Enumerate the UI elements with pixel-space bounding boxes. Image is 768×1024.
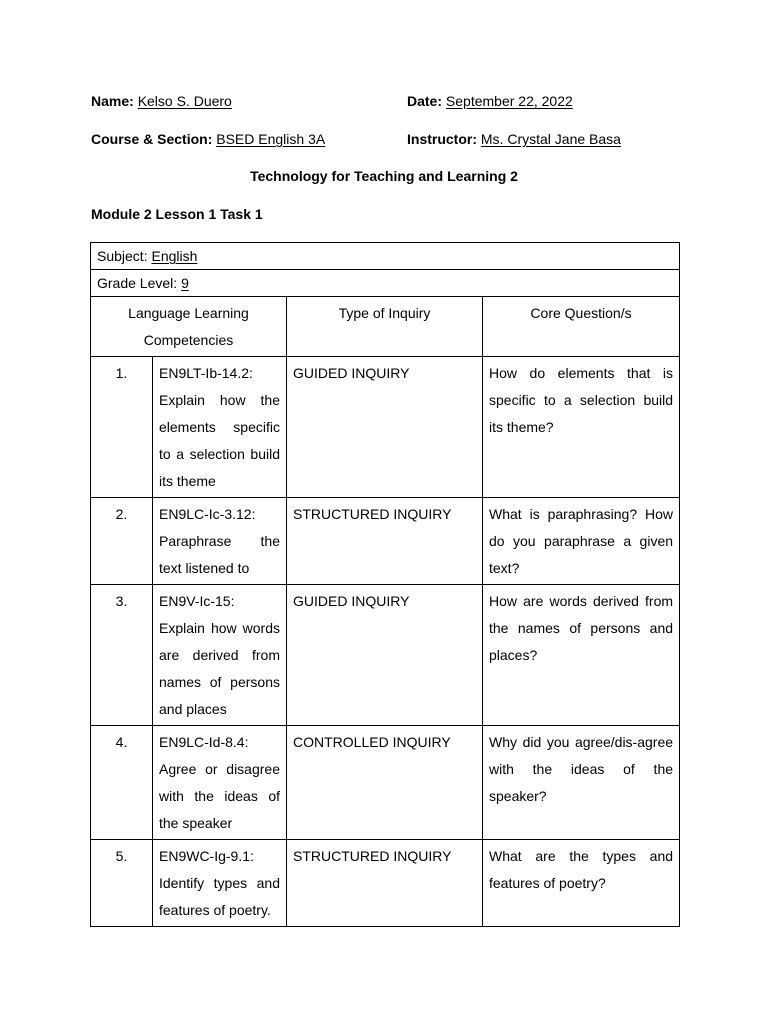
date-label: Date:	[407, 93, 443, 109]
table-row	[91, 726, 680, 840]
header-inquiry-type: Type of Inquiry	[287, 297, 483, 357]
competency-cell: EN9LC-Id-8.4: Agree or disagree with the ideas of the speaker	[153, 726, 287, 840]
module-heading: Module 2 Lesson 1 Task 1	[91, 206, 263, 222]
subject-cell	[91, 243, 680, 270]
inquiry-type-cell: STRUCTURED INQUIRY	[287, 498, 483, 585]
subject-label: Subject:	[97, 248, 148, 264]
grade-value: 9	[181, 275, 189, 291]
name-label: Name:	[91, 93, 134, 109]
instructor-value: Ms. Crystal Jane Basa	[480, 131, 621, 147]
core-question-cell: How are words derived from the names of persons and places?	[483, 585, 680, 726]
course-line	[91, 130, 325, 148]
subject-value: English	[151, 248, 198, 264]
inquiry-table	[90, 242, 680, 927]
core-question-cell: How do elements that is specific to a selection build its theme?	[483, 357, 680, 498]
header-core-questions: Core Question/s	[483, 297, 680, 357]
course-value: BSED English 3A	[216, 131, 326, 147]
row-number: 3.	[91, 585, 153, 726]
course-label: Course & Section:	[91, 131, 213, 147]
name-value: Kelso S. Duero	[137, 93, 232, 109]
document-title: Technology for Teaching and Learning 2	[250, 168, 518, 184]
core-question-cell: What are the types and features of poetry?	[483, 840, 680, 927]
header-competencies: Language Learning Competencies	[91, 297, 287, 357]
inquiry-type-cell: GUIDED INQUIRY	[287, 357, 483, 498]
table-row	[91, 585, 680, 726]
row-number: 5.	[91, 840, 153, 927]
inquiry-type-cell: CONTROLLED INQUIRY	[287, 726, 483, 840]
row-number: 4.	[91, 726, 153, 840]
competency-cell: EN9V-Ic-15: Explain how words are derived from names of persons and places	[153, 585, 287, 726]
table-row	[91, 357, 680, 498]
table-row	[91, 840, 680, 927]
column-header-row	[91, 297, 680, 357]
competency-cell: EN9LT-Ib-14.2: Explain how the elements specific to a selection build its theme	[153, 357, 287, 498]
row-number: 1.	[91, 357, 153, 498]
table-row	[91, 498, 680, 585]
competency-cell: EN9LC-Ic-3.12: Paraphrase the text listened to	[153, 498, 287, 585]
competency-cell: EN9WC-Ig-9.1: Identify types and features of poetry.	[153, 840, 287, 927]
instructor-line	[407, 130, 621, 148]
core-question-cell: What is paraphrasing? How do you paraphrase a given text?	[483, 498, 680, 585]
inquiry-type-cell: GUIDED INQUIRY	[287, 585, 483, 726]
row-number: 2.	[91, 498, 153, 585]
grade-row	[91, 270, 680, 297]
core-question-cell: Why did you agree/dis-agree with the ideas of the speaker?	[483, 726, 680, 840]
inquiry-type-cell: STRUCTURED INQUIRY	[287, 840, 483, 927]
grade-cell	[91, 270, 680, 297]
subject-row	[91, 243, 680, 270]
name-line	[91, 92, 232, 110]
date-line	[407, 92, 573, 110]
instructor-label: Instructor:	[407, 131, 477, 147]
date-value: September 22, 2022	[445, 93, 573, 109]
grade-label: Grade Level:	[97, 275, 178, 291]
